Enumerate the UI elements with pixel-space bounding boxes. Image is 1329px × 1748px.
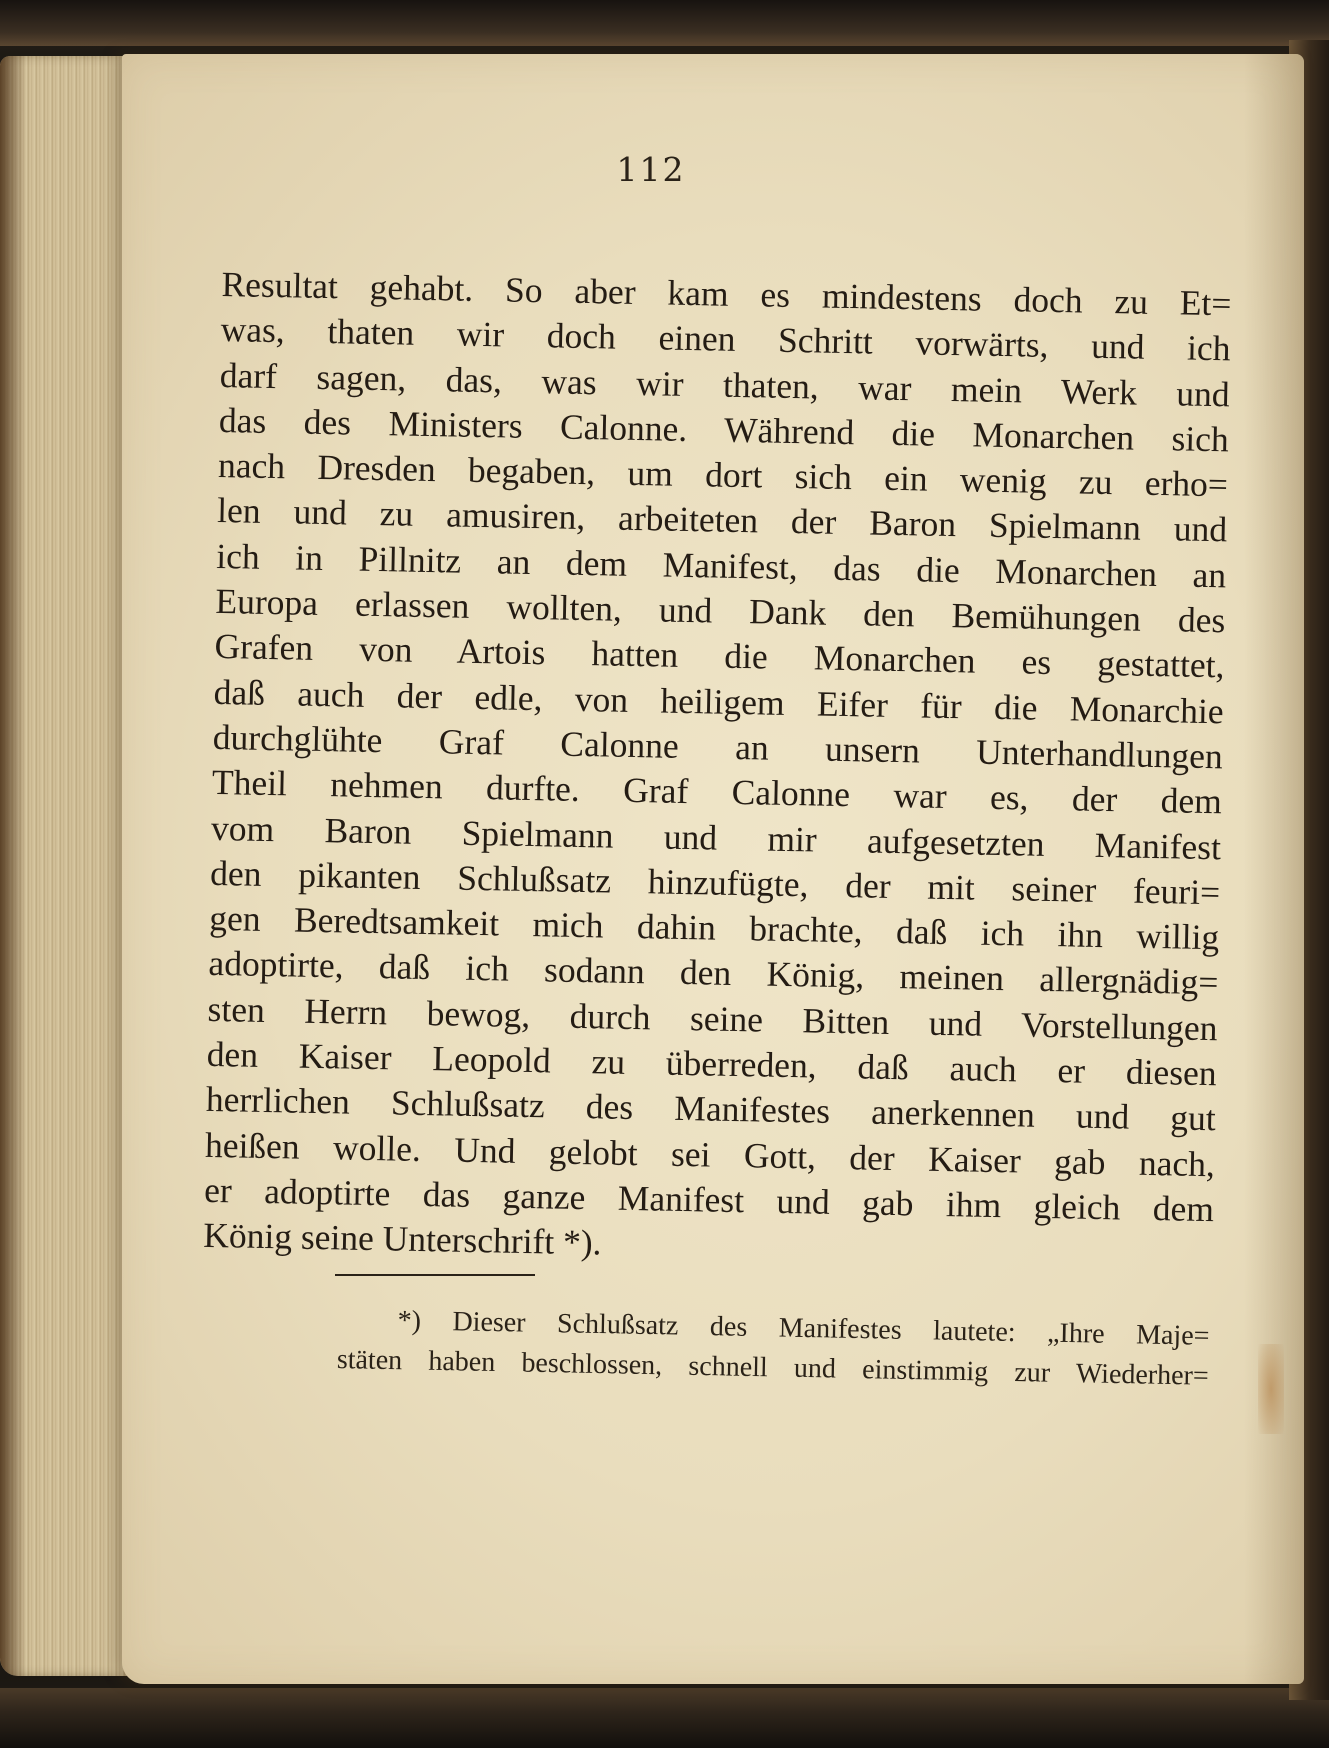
- text-line: er adoptirte das ganze Manifest und gab ihm gleich dem: [203, 1169, 1215, 1230]
- text-line: den Kaiser Leopold zu überreden, daß auch er diesen: [206, 1033, 1217, 1094]
- text-line: Grafen von Artois hatten die Monarchen es gestattet,: [214, 626, 1225, 686]
- text-line: adoptirte, daß ich sodann den König, meinen allergnädig=: [208, 943, 1219, 1003]
- page-number: 112: [616, 150, 686, 189]
- text-line: darf sagen, das, was wir thaten, war mein Werk und: [219, 354, 1231, 414]
- text-line: herrlichen Schlußsatz des Manifestes anerkennen und gut: [205, 1079, 1217, 1139]
- footnote-divider: [335, 1274, 535, 1276]
- body-text: [203, 262, 1232, 1278]
- book-cover-top: [0, 0, 1329, 46]
- text-line: ich in Pillnitz an dem Manifest, das die Monarchen an: [215, 535, 1227, 596]
- page-edges: [0, 56, 140, 1676]
- text-line: daß auch der edle, von heiligem Eifer für die Monarchie: [213, 671, 1224, 731]
- text-line: len und zu amusiren, arbeiteten der Baron Spielmann und: [216, 490, 1228, 550]
- text-line: das des Ministers Calonne. Während die Monarchen sich: [218, 399, 1230, 460]
- footnote-line: *) Dieser Schlußsatz des Manifestes lautete: „Ihre Maje=: [397, 1305, 1210, 1352]
- text-line: Theil nehmen durfte. Graf Calonne war es, der dem: [211, 762, 1223, 822]
- footnote: [336, 1300, 1209, 1397]
- text-line: nach Dresden begaben, um dort sich ein wenig zu erho=: [217, 445, 1229, 505]
- text-line: was, thaten wir doch einen Schritt vorwärts, und ich: [220, 309, 1231, 369]
- text-line: Resultat gehabt. So aber kam es mindestens doch zu Et=: [221, 263, 1232, 324]
- text-line: vom Baron Spielmann und mir aufgesetzten Manifest: [210, 807, 1222, 867]
- footnote-line: stäten haben beschlossen, schnell und einstimmig zur Wiederher=: [336, 1343, 1209, 1392]
- text-line: sten Herrn bewog, durch seine Bitten und Vorstellungen: [207, 988, 1218, 1048]
- text-line: heißen wolle. Und gelobt sei Gott, der Kaiser gab nach,: [204, 1124, 1216, 1184]
- book-cover-bottom: [0, 1688, 1329, 1748]
- text-line: König seine Unterschrift *).: [202, 1215, 602, 1263]
- text-line: den pikanten Schlußsatz hinzufügte, der mit seiner feuri=: [209, 852, 1221, 913]
- text-line: durchglühte Graf Calonne an unsern Unterhandlungen: [212, 716, 1224, 777]
- text-line: Europa erlassen wollten, und Dank den Bemühungen des: [215, 581, 1226, 641]
- text-line: gen Beredtsamkeit mich dahin brachte, daß ich ihn willig: [209, 898, 1220, 958]
- page-stain: [1258, 1344, 1284, 1434]
